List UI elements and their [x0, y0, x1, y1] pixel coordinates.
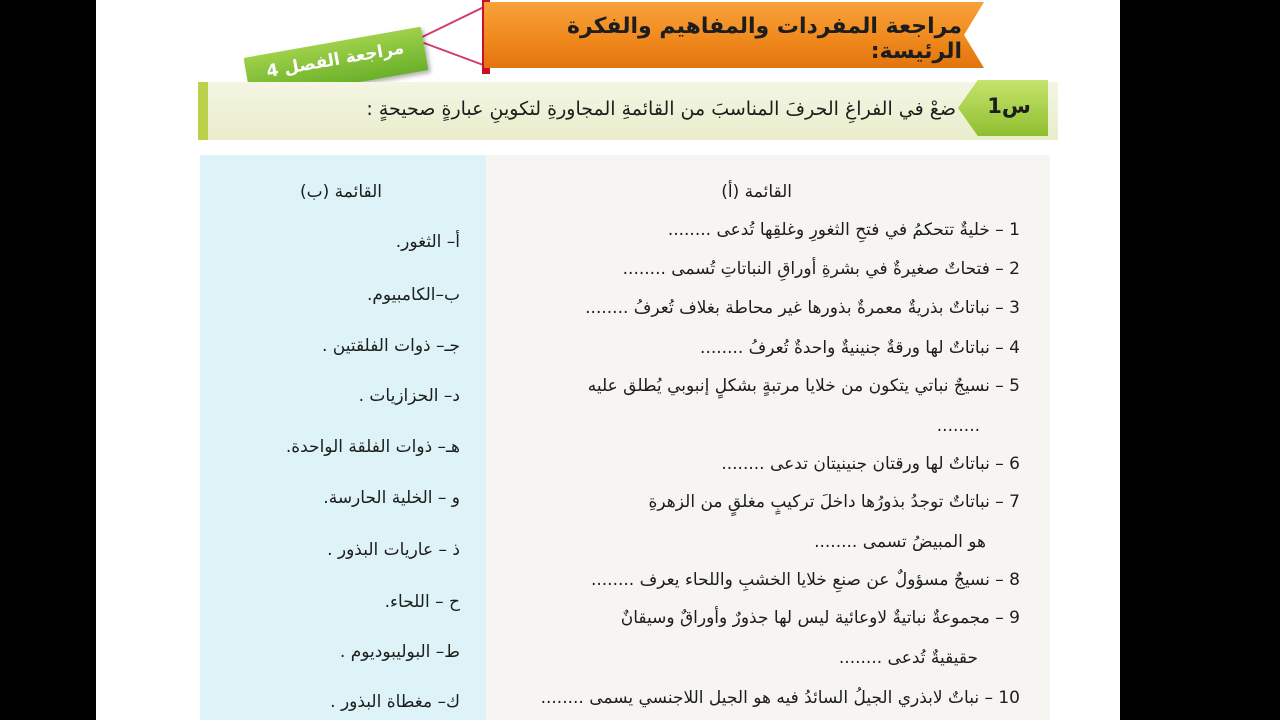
textbook-page: [96, 0, 1120, 720]
list-item: ب–الكامبيوم.: [366, 285, 460, 305]
list-item: 8 – نسيجٌ مسؤولٌ عن صنعِ خلايا الخشبِ واللحاء يعرف ........: [590, 570, 1020, 590]
list-item: جـ– ذوات الفلقتين .: [321, 336, 460, 356]
list-a-heading: القائمة (أ): [721, 182, 792, 202]
list-item: هـ– ذوات الفلقة الواحدة.: [285, 437, 460, 457]
list-item: ك– مغطاة البذور .: [330, 692, 460, 712]
list-item: و – الخلية الحارسة.: [323, 488, 460, 508]
list-item-continuation: هو المبيضُ تسمى ........: [814, 532, 986, 552]
list-item: 10 – نباتٌ لابذري الجيلُ السائدُ فيه هو الجيل اللاجنسي يسمى ........: [540, 688, 1020, 708]
list-item: 4 – نباتاتٌ لها ورقةٌ جنينيةٌ واحدةٌ تُعرفُ ........: [700, 338, 1020, 358]
question-number: س1: [987, 94, 1031, 118]
list-item: أ– الثغور.: [395, 232, 460, 252]
list-item: ح – اللحاء.: [384, 592, 460, 612]
list-item: 9 – مجموعةٌ نباتيةٌ لاوعائية ليس لها جذورٌ وأوراقٌ وسيقانٌ: [620, 608, 1020, 628]
list-item: د– الحزازيات .: [358, 386, 460, 406]
list-b-heading: القائمة (ب): [299, 182, 382, 202]
chapter-review-label: مراجعة الفصل 4: [265, 38, 406, 82]
list-item: ذ – عاريات البذور .: [327, 540, 460, 560]
list-item: 6 – نباتاتٌ لها ورقتان جنينيتان تدعى ........: [721, 454, 1020, 474]
question-text: ضعْ في الفراغِ الحرفَ المناسبَ من القائمةِ المجاورةِ لتكوينِ عبارةٍ صحيحةٍ :: [366, 98, 956, 120]
list-item-continuation: حقيقيةٌ تُدعى ........: [838, 648, 978, 668]
list-item: 3 – نباتاتٌ بذريةٌ معمرةٌ بذورها غير محاطة بغلاف تُعرفُ ........: [585, 298, 1020, 318]
list-item: 1 – خليةٌ تتحكمُ في فتحِ الثغورِ وغلقِها تُدعى ........: [667, 220, 1020, 240]
list-item-continuation: ........: [936, 416, 980, 436]
list-item: 5 – نسيجٌ نباتي يتكون من خلايا مرتبةٍ بشكلٍ إنبوبي يُطلق عليه: [587, 376, 1020, 396]
list-item: 2 – فتحاتٌ صغيرةٌ في بشرةِ أوراقِ النباتاتِ تُسمى ........: [622, 259, 1020, 279]
list-item: 7 – نباتاتٌ توجدُ بذورُها داخلَ تركيبٍ مغلقٍ من الزهرةِ: [648, 492, 1020, 512]
section-title: مراجعة المفردات والمفاهيم والفكرة الرئيسة:: [566, 14, 962, 64]
list-item: ط– البوليبوديوم .: [339, 642, 460, 662]
